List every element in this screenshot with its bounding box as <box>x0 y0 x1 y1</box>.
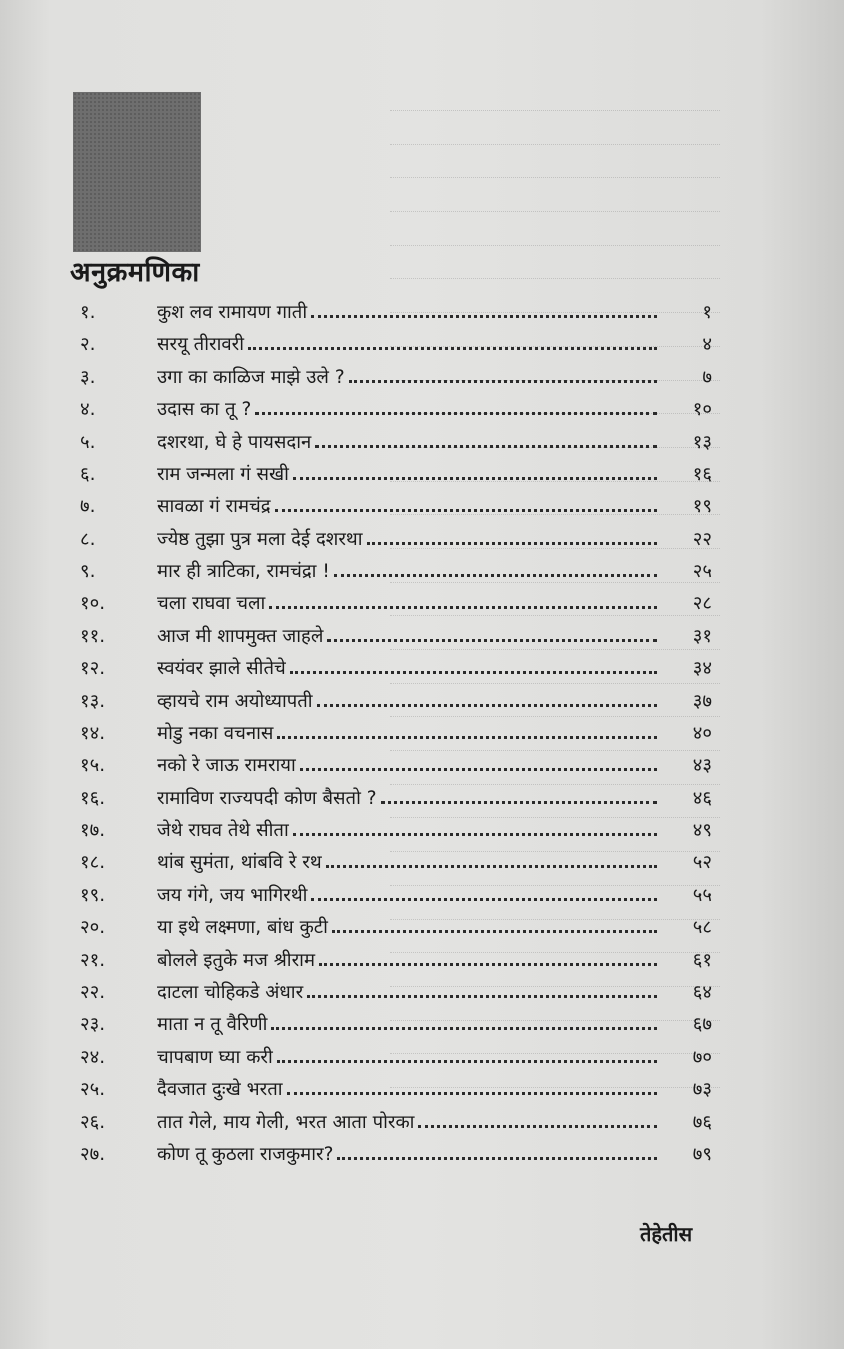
entry-title: तात गेले, माय गेली, भरत आता पोरका <box>157 1111 415 1133</box>
decorative-grey-block <box>73 92 201 252</box>
entry-page-number: ५८ <box>692 917 712 939</box>
entry-page-number: ४ <box>702 334 712 356</box>
toc-heading: अनुक्रमणिका <box>70 257 200 288</box>
dot-leader <box>277 1060 657 1063</box>
entry-title-wrap <box>157 1042 657 1074</box>
dot-leader <box>311 315 657 318</box>
entry-page-number: ६४ <box>692 981 712 1003</box>
entry-number: ११. <box>80 625 106 647</box>
entry-page-number: १३ <box>692 431 712 453</box>
page-footer-number: तेहेतीस <box>640 1222 693 1246</box>
toc-entry <box>0 977 844 1009</box>
entry-number: १०. <box>80 593 106 615</box>
entry-page-number: ७९ <box>692 1143 712 1165</box>
entry-number: ३. <box>80 366 96 388</box>
entry-title-wrap <box>157 556 657 588</box>
entry-page-number: ३७ <box>692 690 712 712</box>
entry-number: १४. <box>80 722 106 744</box>
entry-page-number: १० <box>692 399 712 421</box>
entry-title: राम जन्मला गं सखी <box>157 463 289 485</box>
entry-title: रामाविण राज्यपदी कोण बैसतो ? <box>157 787 377 809</box>
entry-number: १५. <box>80 755 106 777</box>
entry-page-number: २८ <box>692 593 712 615</box>
entry-number: ९. <box>80 561 96 583</box>
dot-leader <box>290 671 657 674</box>
dot-leader <box>367 542 657 545</box>
entry-number: १३. <box>80 690 106 712</box>
toc-entry <box>0 491 844 523</box>
entry-number: १२. <box>80 658 106 680</box>
entry-title: जेथे राघव तेथे सीता <box>157 820 289 842</box>
toc-entry <box>0 297 844 329</box>
entry-page-number: ४६ <box>692 787 712 809</box>
toc-entry <box>0 459 844 491</box>
dot-leader <box>334 574 657 577</box>
entry-title-wrap <box>157 524 657 556</box>
toc-entry <box>0 394 844 426</box>
dot-leader <box>248 347 657 350</box>
entry-number: ६. <box>80 463 96 485</box>
entry-title-wrap <box>157 977 657 1009</box>
dot-leader <box>381 801 657 804</box>
toc-entry <box>0 1107 844 1139</box>
entry-number: २७. <box>80 1143 106 1165</box>
toc-entry <box>0 718 844 750</box>
entry-title-wrap <box>157 394 657 426</box>
entry-title: थांब सुमंता, थांबवि रे रथ <box>157 852 322 874</box>
entry-number: १९. <box>80 884 106 906</box>
entry-title-wrap <box>157 621 657 653</box>
entry-title-wrap <box>157 362 657 394</box>
toc-entry <box>0 783 844 815</box>
toc-entry <box>0 588 844 620</box>
entry-title: स्वयंवर झाले सीतेचे <box>157 658 286 680</box>
entry-title: व्हायचे राम अयोध्यापती <box>157 690 313 712</box>
entry-number: २१. <box>80 949 106 971</box>
entry-title: चला राघवा चला <box>157 593 266 615</box>
entry-title-wrap <box>157 329 657 361</box>
dot-leader <box>349 380 657 383</box>
entry-title: सावळा गं रामचंद्र <box>157 496 271 518</box>
entry-title: चापबाण घ्या करी <box>157 1046 273 1068</box>
entry-title: बोलले इतुके मज श्रीराम <box>157 949 316 971</box>
dot-leader <box>317 704 657 707</box>
toc-entry <box>0 750 844 782</box>
entry-title-wrap <box>157 491 657 523</box>
entry-title: ज्येष्ठ तुझा पुत्र मला देई दशरथा <box>157 528 363 550</box>
entry-title-wrap <box>157 880 657 912</box>
toc-entry <box>0 912 844 944</box>
entry-title-wrap <box>157 847 657 879</box>
toc-entry <box>0 621 844 653</box>
toc-entry <box>0 847 844 879</box>
entry-number: २६. <box>80 1111 106 1133</box>
entry-title: नको रे जाऊ रामराया <box>157 755 296 777</box>
entry-page-number: ५२ <box>692 852 712 874</box>
entry-title-wrap <box>157 945 657 977</box>
entry-title: उदास का तू ? <box>157 399 252 421</box>
entry-page-number: ४९ <box>692 820 712 842</box>
dot-leader <box>307 995 657 998</box>
entry-page-number: ७३ <box>692 1079 712 1101</box>
toc-entry <box>0 945 844 977</box>
entry-page-number: १ <box>702 302 712 323</box>
entry-title-wrap <box>157 1139 657 1171</box>
entry-number: २. <box>80 334 96 356</box>
dot-leader <box>337 1157 657 1160</box>
entry-page-number: ३१ <box>692 625 712 647</box>
toc-entry <box>0 686 844 718</box>
dot-leader <box>293 477 657 480</box>
entry-title-wrap <box>157 1009 657 1041</box>
entry-number: २४. <box>80 1046 106 1068</box>
toc-entry <box>0 556 844 588</box>
entry-title: जय गंगे, जय भागिरथी <box>157 884 308 906</box>
entry-number: ५. <box>80 431 96 453</box>
entry-title-wrap <box>157 1074 657 1106</box>
dot-leader <box>332 930 657 933</box>
dot-leader <box>327 639 657 642</box>
toc-entry <box>0 362 844 394</box>
toc-entry <box>0 815 844 847</box>
entry-page-number: ४० <box>692 722 712 744</box>
dot-leader <box>271 1027 657 1030</box>
entry-number: २०. <box>80 917 106 939</box>
dot-leader <box>275 509 657 512</box>
entry-page-number: ७ <box>702 366 712 388</box>
entry-title: दैवजात दुःखे भरता <box>157 1079 283 1101</box>
entry-number: ४. <box>80 399 96 421</box>
entry-title: उगा का काळिज माझे उले ? <box>157 366 345 388</box>
toc-entry <box>0 880 844 912</box>
dot-leader <box>255 412 657 415</box>
entry-title: दशरथा, घे हे पायसदान <box>157 431 312 453</box>
entry-title-wrap <box>157 459 657 491</box>
entry-title-wrap <box>157 783 657 815</box>
dot-leader <box>293 833 657 836</box>
entry-page-number: ३४ <box>692 658 712 680</box>
entry-title-wrap <box>157 815 657 847</box>
entry-number: १८. <box>80 852 106 874</box>
toc-entry <box>0 1009 844 1041</box>
dot-leader <box>418 1125 657 1128</box>
entry-title: मार ही त्राटिका, रामचंद्रा ! <box>157 561 330 583</box>
entry-number: १७. <box>80 820 106 842</box>
entry-title-wrap <box>157 427 657 459</box>
entry-page-number: १९ <box>692 496 712 518</box>
toc-entry <box>0 1074 844 1106</box>
entry-title: आज मी शापमुक्त जाहले <box>157 625 324 647</box>
entry-title-wrap <box>157 750 657 782</box>
entry-number: २५. <box>80 1079 106 1101</box>
entry-number: ७. <box>80 496 96 518</box>
entry-title: दाटला चोहिकडे अंधार <box>157 981 304 1003</box>
dot-leader <box>326 865 657 868</box>
entry-title-wrap <box>157 588 657 620</box>
entry-page-number: २२ <box>692 528 712 550</box>
entry-title-wrap <box>157 912 657 944</box>
toc-entry <box>0 329 844 361</box>
entry-title-wrap <box>157 718 657 750</box>
entry-page-number: ७६ <box>692 1111 712 1133</box>
toc-entry <box>0 427 844 459</box>
entry-page-number: ७० <box>692 1046 712 1068</box>
entry-page-number: ६१ <box>692 949 712 971</box>
entry-page-number: १६ <box>692 463 712 485</box>
dot-leader <box>287 1092 657 1095</box>
entry-title: कोण तू कुठला राजकुमार? <box>157 1143 334 1165</box>
entry-page-number: २५ <box>692 561 712 583</box>
entry-title-wrap <box>157 686 657 718</box>
dot-leader <box>319 963 657 966</box>
toc-entry <box>0 524 844 556</box>
entry-title-wrap <box>157 297 657 329</box>
entry-title: मोडु नका वचनास <box>157 722 274 744</box>
dot-leader <box>269 606 657 609</box>
entry-number: १. <box>80 302 96 323</box>
toc-entry <box>0 1139 844 1171</box>
entry-number: २३. <box>80 1014 106 1036</box>
entry-number: १६. <box>80 787 106 809</box>
dot-leader <box>277 736 657 739</box>
entry-title-wrap <box>157 1107 657 1139</box>
dot-leader <box>300 768 657 771</box>
dot-leader <box>315 445 657 448</box>
entry-page-number: ५५ <box>692 884 712 906</box>
entry-number: २२. <box>80 981 106 1003</box>
entry-number: ८. <box>80 528 96 550</box>
entry-title: माता न तू वैरिणी <box>157 1014 268 1036</box>
entry-title: कुश लव रामायण गाती <box>157 302 308 323</box>
entry-title: या इथे लक्ष्मणा, बांध कुटी <box>157 917 328 939</box>
entry-title: सरयू तीरावरी <box>157 334 245 356</box>
entry-title-wrap <box>157 653 657 685</box>
toc-entry <box>0 1042 844 1074</box>
entry-page-number: ४३ <box>692 755 712 777</box>
toc-entry <box>0 653 844 685</box>
entry-page-number: ६७ <box>692 1014 712 1036</box>
dot-leader <box>311 898 657 901</box>
